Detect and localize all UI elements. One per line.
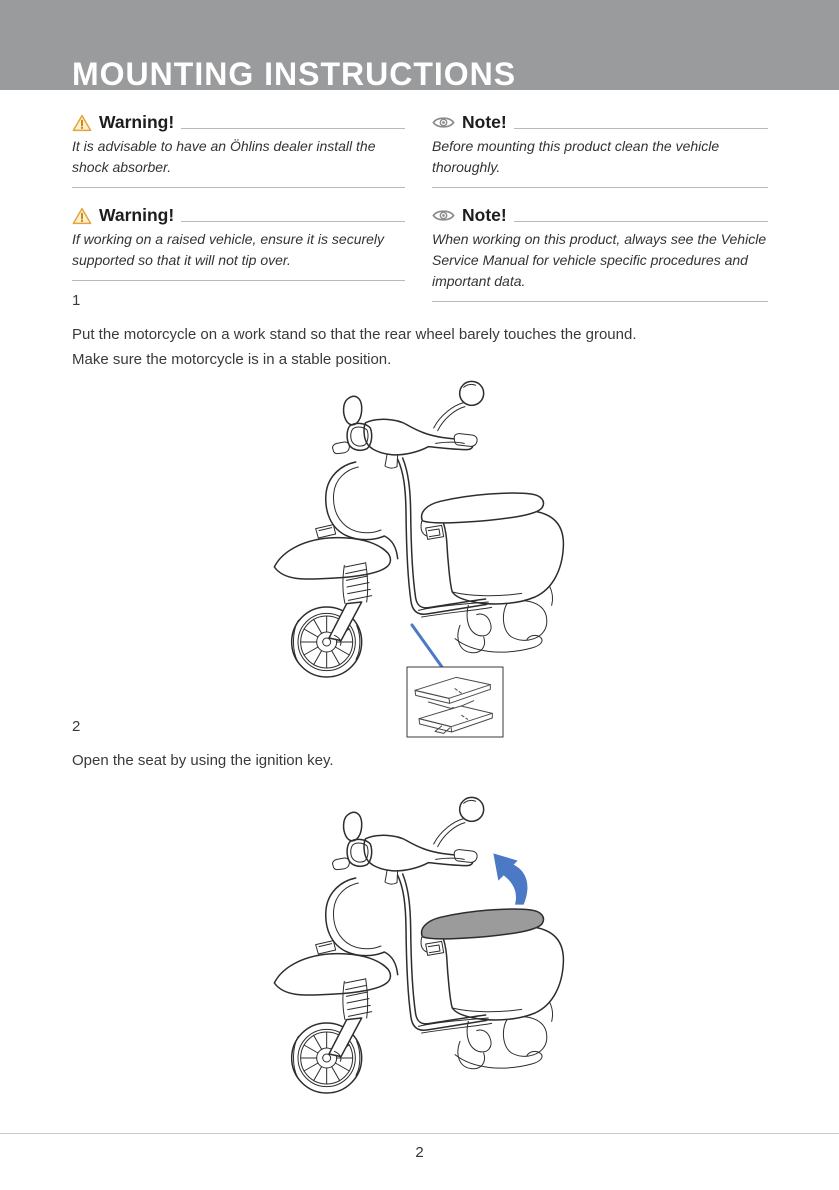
warning-heading-row bbox=[72, 112, 405, 133]
warning-block-2 bbox=[72, 205, 405, 281]
warning-text: It is advisable to have an Öhlins dealer install the shock absorber. bbox=[72, 133, 405, 188]
step-number: 2 bbox=[72, 718, 81, 735]
warnings-column bbox=[72, 112, 405, 319]
warning-heading: Warning! bbox=[99, 112, 175, 132]
header-bar bbox=[0, 0, 839, 90]
eye-icon bbox=[432, 115, 455, 130]
warning-heading: Warning! bbox=[99, 205, 175, 225]
scooter-figure-2 bbox=[255, 788, 585, 1118]
note-heading-row bbox=[432, 112, 768, 133]
step-1 bbox=[72, 290, 772, 372]
scooter-open-seat-illustration bbox=[255, 788, 585, 1118]
note-heading: Note! bbox=[462, 205, 507, 225]
notices-section bbox=[72, 112, 768, 319]
page-title: MOUNTING INSTRUCTIONS bbox=[72, 56, 517, 92]
step-2 bbox=[72, 716, 772, 773]
note-text: When working on this product, always see the Vehicle Service Manual for vehicle specific procedures and important data. bbox=[432, 226, 768, 302]
notes-column bbox=[432, 112, 768, 319]
scooter-on-work-stand-illustration bbox=[255, 372, 585, 752]
note-heading-row bbox=[432, 205, 768, 226]
lift-seat-arrow-icon bbox=[493, 853, 527, 904]
heading-rule bbox=[181, 128, 405, 129]
heading-rule bbox=[181, 221, 405, 222]
note-heading: Note! bbox=[462, 112, 507, 132]
warning-text: If working on a raised vehicle, ensure it is securely supported so that it will not tip over. bbox=[72, 226, 405, 281]
note-text: Before mounting this product clean the vehicle thoroughly. bbox=[432, 133, 768, 188]
scooter-figure-1 bbox=[255, 372, 585, 752]
callout-line bbox=[412, 625, 442, 667]
page-number: 2 bbox=[415, 1144, 424, 1161]
note-block-1 bbox=[432, 112, 768, 188]
step-number: 1 bbox=[72, 292, 81, 309]
step-text-line: Open the seat by using the ignition key. bbox=[72, 752, 334, 769]
step-text-line: Make sure the motorcycle is in a stable position. bbox=[72, 351, 392, 368]
heading-rule bbox=[514, 128, 768, 129]
heading-rule bbox=[514, 221, 768, 222]
note-block-2 bbox=[432, 205, 768, 302]
eye-icon bbox=[432, 208, 455, 223]
warning-block-1 bbox=[72, 112, 405, 188]
warning-heading-row bbox=[72, 205, 405, 226]
step-text-line: Put the motorcycle on a work stand so that the rear wheel barely touches the ground. bbox=[72, 326, 637, 343]
warning-triangle-icon bbox=[72, 114, 92, 132]
footer-rule bbox=[0, 1133, 839, 1134]
warning-triangle-icon bbox=[72, 207, 92, 225]
